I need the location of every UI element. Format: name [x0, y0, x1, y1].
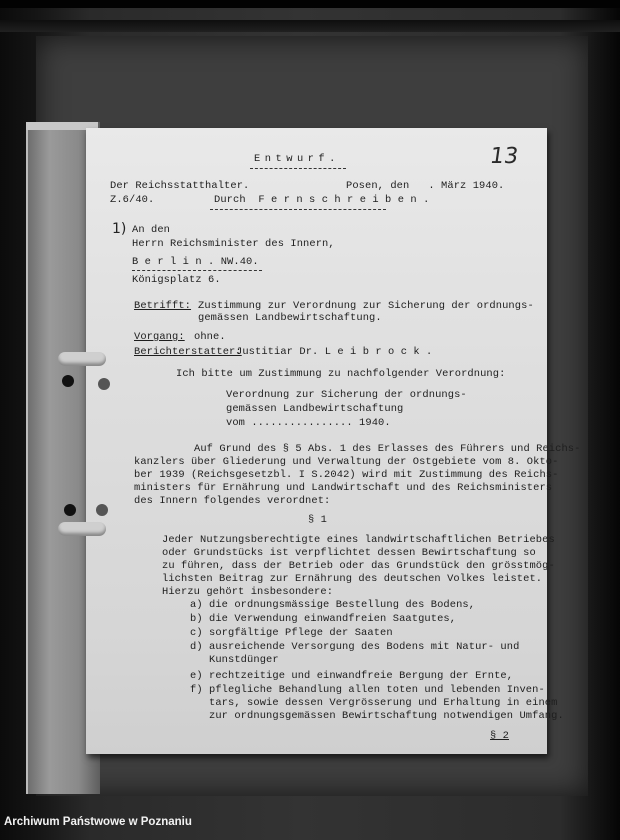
- page-number-handwritten: 13: [488, 144, 520, 169]
- delivery-method: Durch F e r n s c h r e i b e n .: [214, 194, 430, 206]
- preamble-line: Auf Grund des § 5 Abs. 1 des Erlasses des Führers und Reichs-: [194, 443, 581, 455]
- address-line-2: Herrn Reichsminister des Innern,: [132, 238, 335, 250]
- betrifft-text-2: gemässen Landbewirtschaftung.: [198, 312, 382, 324]
- address-marker-handwritten: 1): [112, 221, 127, 237]
- section-1-line: oder Grundstücks ist verpflichtet dessen Bewirtschaftung so: [162, 547, 536, 559]
- punch-hole: [62, 375, 74, 387]
- sender: Der Reichsstatthalter.: [110, 180, 250, 192]
- punch-hole: [64, 504, 76, 516]
- reference-number: Z.6/40.: [110, 194, 155, 206]
- betrifft-label: Betrifft:: [134, 300, 192, 312]
- punch-hole: [98, 378, 110, 390]
- address-line-1: An den: [132, 224, 171, 236]
- address-street: Königsplatz 6.: [132, 274, 221, 286]
- berichterstatter-text: Justitiar Dr. L e i b r o c k .: [236, 346, 433, 358]
- list-item: f) pflegliche Behandlung allen toten und lebenden Inven-: [190, 684, 545, 696]
- vorgang-label: Vorgang:: [134, 331, 185, 343]
- list-item: b) die Verwendung einwandfreien Saatgutes,: [190, 613, 457, 625]
- request-line: Ich bitte um Zustimmung zu nachfolgender Verordnung:: [176, 368, 506, 380]
- list-item: tars, sowie dessen Vergrösserung und Erhaltung in einem: [190, 697, 558, 709]
- preamble-line: ministers für Ernährung und Landwirtschaft und des Reichsministers: [134, 482, 553, 494]
- list-item: c) sorgfältige Pflege der Saaten: [190, 627, 393, 639]
- city-underline: [132, 270, 262, 271]
- document-title: Entwurf.: [254, 153, 340, 165]
- section-1-line: zu führen, dass der Betrieb oder das Grundstück den grösstmög-: [162, 560, 555, 572]
- film-edge-top: [0, 0, 620, 8]
- title-underline: [250, 168, 346, 169]
- betrifft-text-1: Zustimmung zur Verordnung zur Sicherung der ordnungs-: [198, 300, 534, 312]
- section-2-heading: § 2: [490, 730, 510, 742]
- punch-hole: [96, 504, 108, 516]
- place-date: Posen, den . März 1940.: [346, 180, 505, 192]
- list-item: Kunstdünger: [190, 654, 279, 666]
- preamble-line: kanzlers über Gliederung und Verwaltung der Ostgebiete vom 8. Okto-: [134, 456, 559, 468]
- binder-clip: [58, 522, 106, 536]
- decree-title-1: Verordnung zur Sicherung der ordnungs-: [226, 389, 467, 401]
- vorgang-text: ohne.: [194, 331, 226, 343]
- list-item: zur ordnungsgemässen Bewirtschaftung notwendigen Umfang.: [190, 710, 564, 722]
- list-item: e) rechtzeitige und einwandfreie Bergung der Ernte,: [190, 670, 514, 682]
- film-edge-shadow: [0, 20, 620, 32]
- preamble-line: ber 1939 (Reichsgesetzbl. I S.2042) wird mit Zustimmung des Reichs-: [134, 469, 559, 481]
- decree-title-2: gemässen Landbewirtschaftung: [226, 403, 404, 415]
- section-1-line: lichsten Beitrag zur Ernährung des deutschen Volkes leistet.: [162, 573, 543, 585]
- decree-title-3: vom ................ 1940.: [226, 417, 391, 429]
- section-1-heading: § 1: [308, 514, 328, 526]
- binder-clip: [58, 352, 106, 366]
- archive-watermark: Archiwum Państwowe w Poznaniu: [4, 816, 192, 828]
- section-1-line: Jeder Nutzungsberechtigte eines landwirtschaftlichen Betriebes: [162, 534, 555, 546]
- list-item: d) ausreichende Versorgung des Bodens mit Natur- und: [190, 641, 520, 653]
- document-page: [86, 128, 581, 754]
- list-item: a) die ordnungsmässige Bestellung des Bodens,: [190, 599, 476, 611]
- address-city: B e r l i n . NW.40.: [132, 256, 259, 268]
- preamble-line: des Innern folgendes verordnet:: [134, 495, 331, 507]
- berichterstatter-label: Berichterstatter:: [134, 346, 242, 358]
- delivery-underline: [210, 209, 386, 210]
- section-1-line: Hierzu gehört insbesondere:: [162, 586, 334, 598]
